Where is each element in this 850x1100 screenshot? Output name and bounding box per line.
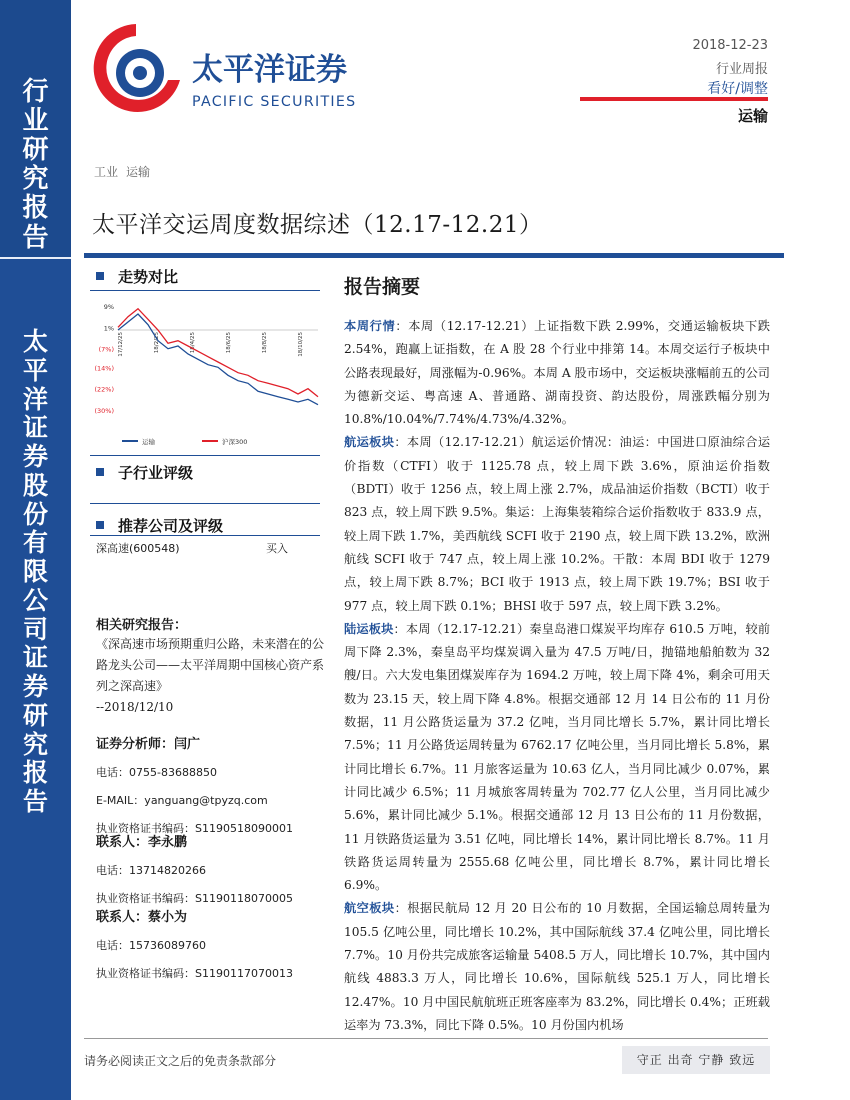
industry-name: 运输 xyxy=(737,107,768,125)
sidebar-char: 行 xyxy=(22,77,49,107)
report-date: 2018-12-23 xyxy=(692,38,768,53)
contact-role: 联系人： xyxy=(96,835,149,850)
y-tick-label: 1% xyxy=(103,324,114,333)
logo-name-en: PACIFIC SECURITIES xyxy=(192,94,357,110)
stock-rating: 买入 xyxy=(266,542,288,555)
sidebar-char: 研 xyxy=(22,700,48,730)
series-line-1 xyxy=(118,309,318,397)
contact-cert: 执业资格证书编码：S1190117070013 xyxy=(96,967,293,980)
legend-label: 沪深300 xyxy=(222,438,248,446)
x-tick-label: 18/6/25 xyxy=(226,332,232,354)
y-tick-label: 9% xyxy=(103,303,114,311)
contact-phone: 电话：13714820266 xyxy=(96,864,206,877)
x-tick-label: 18/8/25 xyxy=(262,332,268,354)
footer-disclaimer[interactable]: 请务必阅读正文之后的免责条款部分 xyxy=(84,1054,277,1068)
paragraph-lead: 航运板块 xyxy=(344,435,395,450)
contact-cert: 执业资格证书编码：S1190118070005 xyxy=(96,892,293,905)
sub-rating-heading: 子行业评级 xyxy=(96,462,193,483)
breadcrumb-item: 运输 xyxy=(126,165,151,179)
summary-paragraph-aviation xyxy=(344,897,770,1037)
sidebar-char: 研 xyxy=(22,135,49,166)
paragraph-text: ：根据民航局 12 月 20 日公布的 10 月数据，全国运输总周转量为 105.5 亿吨公里，同比增长 10.2%，其中国际航线 37.4 亿吨公里，同比增长 7.7%。10 月份共完成旅客运输量 5408.5 万人，同比增长 10.7%，其中国内航线 4883.3 万人，同比增长 10.6%，国际航线 525.1 万人，同比增长 12.47%。10 月中国民航航班正班客座率为 83.2%，同比增长 0.4%；正班载运率为 73.3%，同比下降 0.5%。10 月份国内机场 xyxy=(344,901,771,1032)
sidebar-char: 告 xyxy=(22,222,49,253)
x-tick-label: 17/12/25 xyxy=(118,332,124,357)
legend-label: 运输 xyxy=(142,438,155,446)
recommend-rule xyxy=(90,535,320,536)
y-tick-label: (14%) xyxy=(94,364,114,373)
sidebar-report-category xyxy=(0,78,71,253)
sidebar-char: 报 xyxy=(22,193,49,224)
trend-chart xyxy=(92,298,322,458)
analyst-contact xyxy=(96,733,293,836)
sidebar-char: 究 xyxy=(22,164,49,195)
sidebar-char: 洋 xyxy=(22,384,48,414)
summary-body xyxy=(344,315,770,1037)
paragraph-lead: 本周行情 xyxy=(344,319,396,333)
related-report-text: 《深高速市场预期重归公路，未来潜在的公路龙头公司——太平洋周期中国核心资产系列之深高速》 xyxy=(96,637,325,693)
footer-rule xyxy=(84,1038,768,1039)
y-tick-label: (22%) xyxy=(94,385,114,394)
y-tick-label: (7%) xyxy=(98,345,114,354)
related-report-date: --2018/12/10 xyxy=(96,700,174,714)
header-red-rule xyxy=(580,97,768,101)
sub-rating-rule xyxy=(90,503,320,504)
x-tick-label: 18/2/25 xyxy=(154,332,160,354)
contact-email[interactable]: E-MAIL：yanguang@tpyzq.com xyxy=(96,794,268,807)
sidebar-char: 限 xyxy=(22,557,48,586)
paragraph-text: ：本周（12.17-12.21）航运运价情况：油运：中国进口原油综合运价指数（CTFI）收于 1125.78 点，较上周下跌 3.6%，原油运价指数（BDTI）收于 1256 点，较上周上涨 2.7%，成品油运价指数（BCTI）收于 823 点，较上周下跌 9.5%。集运：上海集装箱综合运价指数收于 833.9 点，较上周下跌 1.7%，美西航线 SCFI 收于 2190 点，较上周下跌 13.2%，欧洲航线 SCFI 收于 747 点，较上周上涨 10.2%。干散：本周 BDI 收于 1279 点，较上周下跌 8.7%；BCI 收于 1913 点，较上周下跌 19.7%；BSI 收于 977 点，较上周下跌 0.1%；BHSI 收于 597 点，较上周下跌 3.2%。 xyxy=(344,435,771,613)
sidebar-char: 报 xyxy=(22,758,48,788)
sidebar-char: 公 xyxy=(22,585,48,615)
summary-paragraph-land xyxy=(344,618,770,898)
sidebar-char: 究 xyxy=(22,729,48,759)
x-tick-label: 18/4/25 xyxy=(190,332,196,354)
sidebar-char: 有 xyxy=(22,528,48,558)
trend-rule xyxy=(90,290,320,291)
contact-phone: 电话：0755-83688850 xyxy=(96,766,217,779)
summary-paragraph-market xyxy=(344,315,770,431)
sidebar-company-name xyxy=(0,328,71,817)
series-line-0 xyxy=(118,314,318,405)
contact-role: 证券分析师： xyxy=(96,737,175,752)
trend-heading: 走势对比 xyxy=(96,266,178,287)
x-tick-label: 18/10/25 xyxy=(298,332,304,357)
breadcrumb-item: 工业 xyxy=(94,165,119,179)
sidebar-char: 份 xyxy=(22,499,48,529)
sidebar-char: 太 xyxy=(22,327,48,356)
industry-rating: 看好/调整 xyxy=(707,81,768,97)
summary-paragraph-shipping xyxy=(344,431,770,617)
paragraph-text: ：本周（12.17-12.21）秦皇岛港口煤炭平均库存 610.5 万吨，较前周下降 2.3%，秦皇岛平均煤炭调入量为 47.5 万吨/日，抛锚地船舶数为 32 艘/日。六大发电集团煤炭库存为 1694.2 万吨，较上周下降 4%，剩余可用天数为 23.15 天，较上周下降 4.8%。根据交通部 12 月 14 日公布的 11 月份数据，11 月公路货运量为 37.2 亿吨，当月同比增长 5.7%，累计同比增长 7.5%；11 月公路货运周转量为 6762.17 亿吨公里，当月同比增长 5.8%，累计同比增长 6.7%。11 月旅客运量为 10.63 亿人，当月同比减少 0.07%，累计同比减少 6.5%；11 月城旅客周转量为 702.77 亿人公里，当月同比减少 5.6%，累计同比减少 5.1%。根据交通部 12 月 13 日公布的 11 月份数据，11 月铁路货运量为 3.51 亿吨，同比增长 14%，累计同比增长 8.7%。11 月铁路货运周转量为 2555.68 亿吨公里，同比增长 8.7%，累计同比增长 6.9%。 xyxy=(344,621,771,893)
paragraph-lead: 陆运板块 xyxy=(344,621,394,636)
pacific-securities-logo xyxy=(88,18,378,118)
sidebar-char: 证 xyxy=(22,413,48,443)
logo-name-cn: 太平洋证券 xyxy=(192,52,347,88)
paragraph-lead: 航空板块 xyxy=(344,901,395,916)
breadcrumb xyxy=(94,163,158,180)
contact-role: 联系人： xyxy=(96,910,149,925)
sidebar-char: 告 xyxy=(22,787,48,816)
sidebar-char: 券 xyxy=(22,672,48,701)
sidebar-char: 券 xyxy=(22,442,48,471)
contact-cert: 执业资格证书编码：S1190518090001 xyxy=(96,822,293,835)
title-blue-rule xyxy=(84,253,784,258)
sidebar-char: 司 xyxy=(22,614,48,644)
sidebar-separator xyxy=(0,257,71,259)
summary-heading: 报告摘要 xyxy=(344,276,421,298)
chart-bottom-rule xyxy=(90,455,320,456)
contact-name: 闫广 xyxy=(174,737,201,752)
y-tick-label: (30%) xyxy=(94,407,114,415)
sidebar-char: 业 xyxy=(22,106,49,137)
recommend-heading: 推荐公司及评级 xyxy=(96,515,223,536)
sidebar-char: 股 xyxy=(22,470,48,500)
contact-name: 蔡小为 xyxy=(148,910,188,925)
stock-code: 深高速(600548) xyxy=(96,542,180,555)
related-report-item[interactable] xyxy=(96,634,326,718)
footer-motto: 守正 出奇 宁静 致远 xyxy=(622,1046,770,1074)
related-reports-title: 相关研究报告： xyxy=(96,618,188,633)
contact-person-1 xyxy=(96,831,293,906)
sidebar-char: 平 xyxy=(22,355,48,385)
contact-name: 李永鹏 xyxy=(148,835,188,850)
report-title: 太平洋交运周度数据综述（12.17-12.21） xyxy=(92,212,543,238)
contact-person-2 xyxy=(96,906,293,981)
paragraph-text: ：本周（12.17-12.21）上证指数下跌 2.99%，交通运输板块下跌 2.54%，跑赢上证指数，在 A 股 28 个行业中排第 14。本周交运行子板块中公路表现最好，周涨幅为-0.96%。本周 A 股市场中，交运板块涨幅前五的公司为德新交运、粤高速 A、普通路、湖南投资、韵达股份，周涨跌幅分别为 10.8%/10.04%/7.74%/4.73%/4.32%。 xyxy=(344,319,770,427)
contact-phone: 电话：15736089760 xyxy=(96,939,206,952)
sidebar-char: 证 xyxy=(22,643,48,673)
report-type: 行业周报 xyxy=(715,62,768,77)
